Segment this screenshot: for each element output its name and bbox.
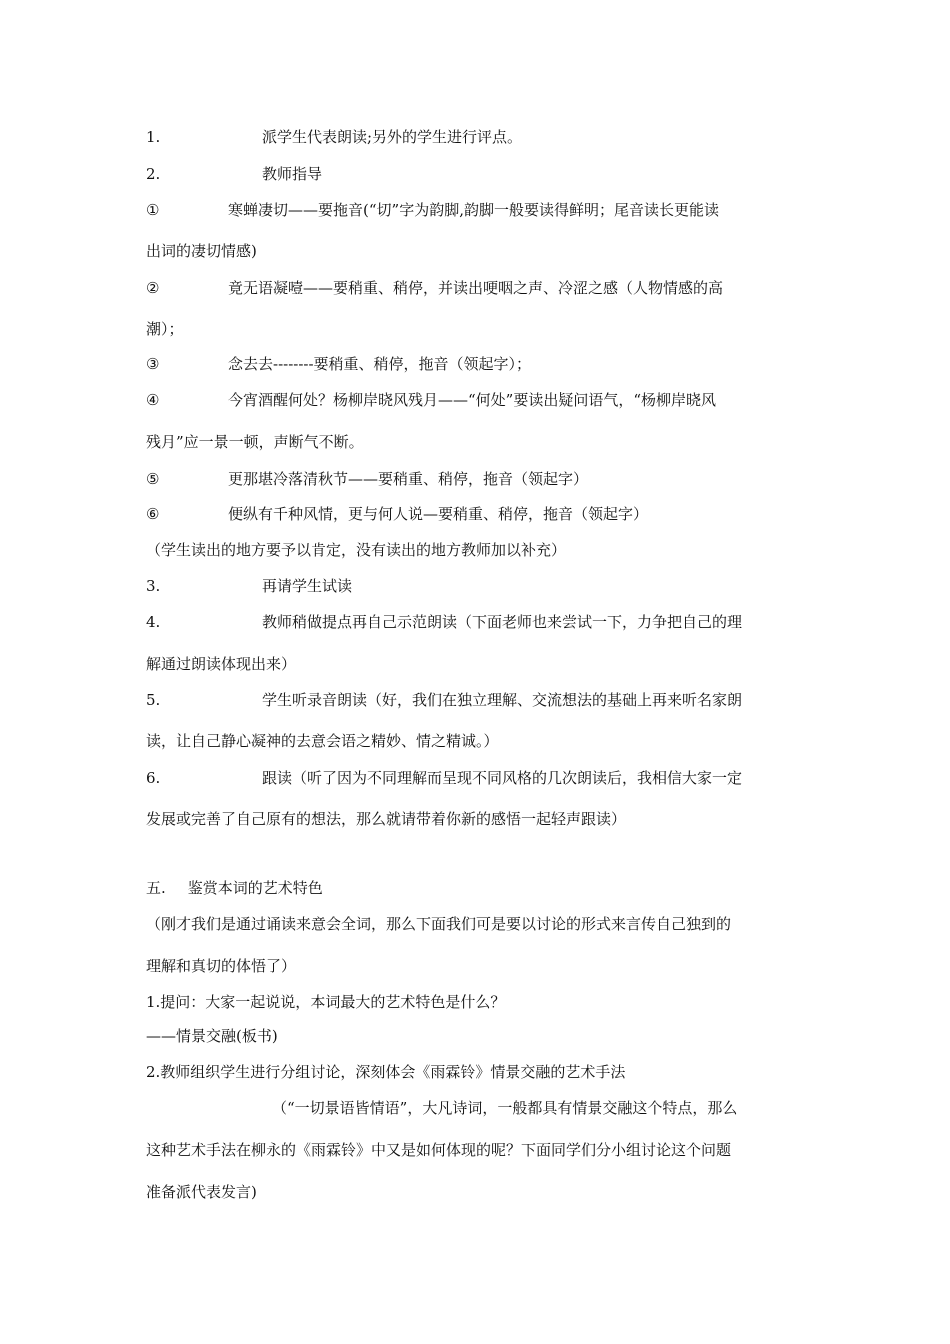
paragraph-line: 准备派代表发言) [146, 1183, 257, 1201]
list-item [146, 200, 719, 220]
list-item [146, 127, 523, 147]
list-item [146, 354, 532, 374]
list-item-continuation: 出词的凄切情感) [146, 242, 257, 260]
list-item-text: 竟无语凝噎——要稍重、稍停，并读出哽咽之声、冷涩之感（人物情感的高 [228, 279, 724, 297]
list-item-continuation: 残月”应一景一顿，声断气不断。 [146, 433, 364, 451]
list-item-continuation: 发展或完善了自己原有的想法，那么就请带着你新的感悟一起轻声跟读） [146, 810, 627, 828]
list-item-text: 教师稍做提点再自己示范朗读（下面老师也来尝试一下，力争把自己的理 [262, 613, 743, 631]
list-item-text: 今宵酒醒何处？杨柳岸晓风残月——“何处”要读出疑问语气，“杨柳岸晓风 [228, 391, 717, 409]
paragraph-line: 这种艺术手法在柳永的《雨霖铃》中又是如何体现的呢？下面同学们分小组讨论这个问题 [146, 1141, 732, 1159]
list-item-number: ① [146, 201, 160, 219]
list-item-text: 学生听录音朗读（好，我们在独立理解、交流想法的基础上再来听名家朗 [262, 691, 743, 709]
list-item-continuation: 读，让自己静心凝神的去意会语之精妙、情之精诚。） [146, 732, 499, 750]
list-item [146, 612, 743, 632]
answer-1: ——情景交融(板书) [146, 1027, 278, 1045]
paragraph-line: （“一切景语皆情语”，大凡诗词，一般都具有情景交融这个特点，那么 [272, 1099, 738, 1117]
list-item-number: 1. [146, 128, 161, 146]
list-item-number: ② [146, 279, 160, 297]
list-item [146, 576, 353, 596]
list-item [146, 504, 649, 524]
list-item-number: 2. [146, 165, 161, 183]
list-item-text: 教师指导 [262, 165, 323, 183]
list-item [146, 164, 323, 184]
section-number: 五. [146, 879, 166, 897]
list-item-text: 便纵有千种风情，更与何人说—要稍重、稍停，拖音（领起字） [228, 505, 649, 523]
list-item-continuation: 潮）； [146, 320, 184, 338]
list-item-number: 3. [146, 577, 161, 595]
list-item-number: 4. [146, 613, 161, 631]
list-item-text: 再请学生试读 [262, 577, 353, 595]
list-item [146, 768, 743, 788]
section-intro-line: 理解和真切的体悟了） [146, 957, 297, 975]
list-item-continuation: 解通过朗读体现出来） [146, 655, 297, 673]
list-item-number: ⑥ [146, 505, 160, 523]
question-2: 2.教师组织学生进行分组讨论，深刻体会《雨霖铃》情景交融的艺术手法 [146, 1063, 626, 1081]
list-item-text: 寒蝉凄切——要拖音(“切”字为韵脚,韵脚一般要读得鲜明；尾音读长更能读 [228, 201, 719, 219]
section-title: 鉴赏本词的艺术特色 [187, 879, 323, 897]
list-item-text: 跟读（听了因为不同理解而呈现不同风格的几次朗读后，我相信大家一定 [262, 769, 743, 787]
list-item [146, 278, 724, 298]
list-item-text: 念去去--------要稍重、稍停，拖音（领起字）； [228, 355, 532, 373]
list-item-number: ③ [146, 355, 160, 373]
section-heading [146, 878, 323, 898]
list-item-number: ⑤ [146, 470, 160, 488]
list-item [146, 690, 743, 710]
list-item-number: 5. [146, 691, 161, 709]
list-item-continuation: （学生读出的地方要予以肯定，没有读出的地方教师加以补充） [146, 541, 567, 559]
question-1: 1.提问：大家一起说说，本词最大的艺术特色是什么？ [146, 993, 506, 1011]
list-item-text: 派学生代表朗读;另外的学生进行评点。 [262, 128, 523, 146]
list-item-number: ④ [146, 391, 160, 409]
list-item-text: 更那堪冷落清秋节——要稍重、稍停，拖音（领起字） [228, 470, 589, 488]
list-item [146, 469, 589, 489]
list-item [146, 390, 717, 410]
list-item-number: 6. [146, 769, 161, 787]
section-intro-line: （刚才我们是通过诵读来意会全词，那么下面我们可是要以讨论的形式来言传自己独到的 [146, 915, 732, 933]
